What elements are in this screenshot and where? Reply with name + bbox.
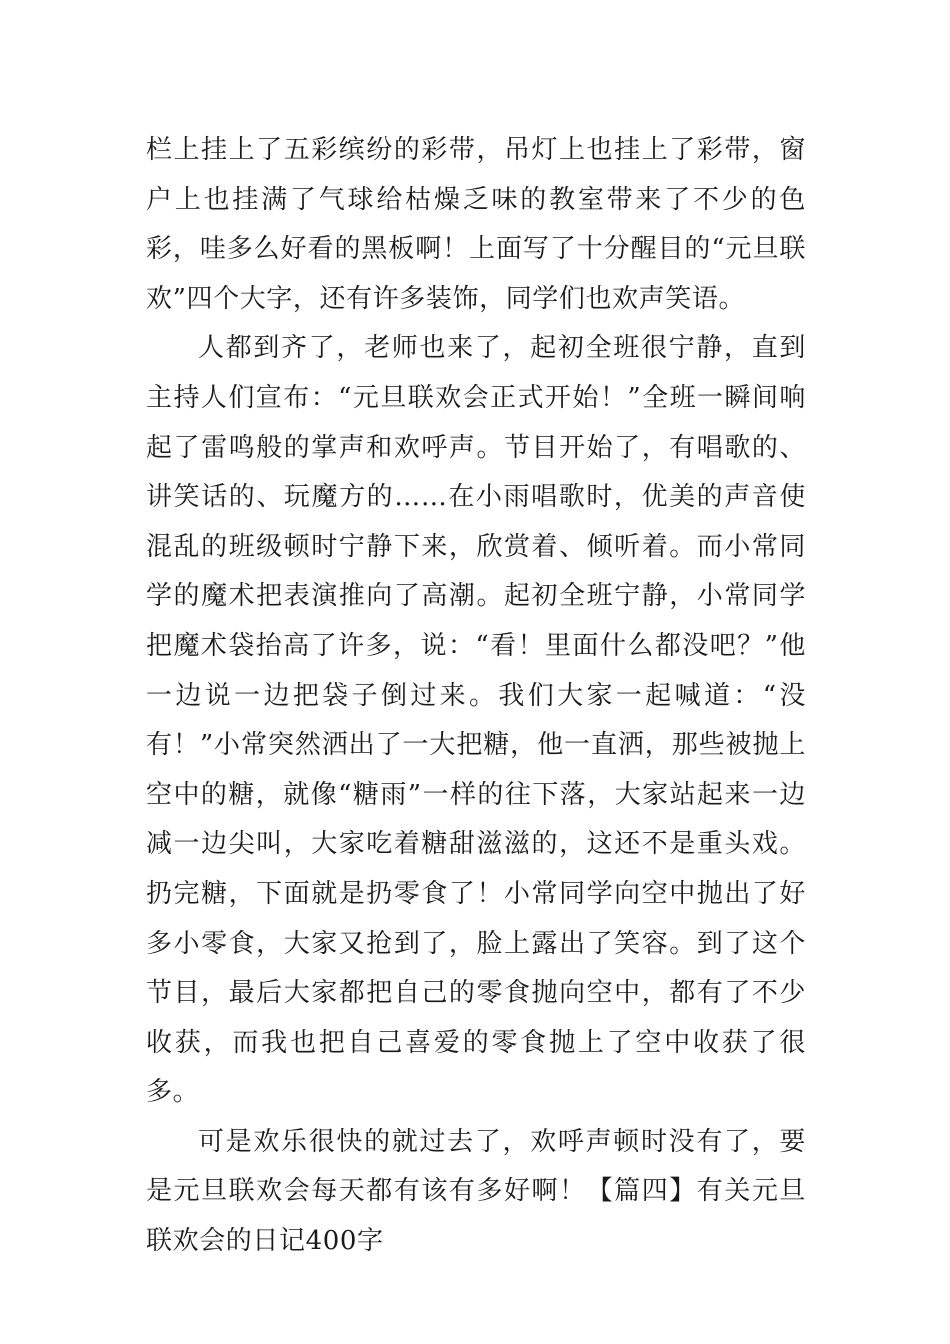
paragraph-decorations: 栏上挂上了五彩缤纷的彩带，吊灯上也挂上了彩带，窗户上也挂满了气球给枯燥乏味的教室带来了不少的色彩，哇多么好看的黑板啊！上面写了十分醒目的“元旦联欢”四个大字，还有许多装饰，同学们也欢声笑语。 xyxy=(146,135,806,314)
paragraph-ending: 可是欢乐很快的就过去了，欢呼声顿时没有了，要是元旦联欢会每天都有该有多好啊！【篇四】有关元旦联欢会的日记400字 xyxy=(146,1126,806,1257)
document-page xyxy=(146,126,806,1267)
paragraph-party-program: 人都到齐了，老师也来了，起初全班很宁静，直到主持人们宣布：“元旦联欢会正式开始！”全班一瞬间响起了雷鸣般的掌声和欢呼声。节目开始了，有唱歌的、讲笑话的、玩魔方的……在小雨唱歌时，优美的声音使混乱的班级顿时宁静下来，欣赏着、倾听着。而小常同学的魔术把表演推向了高潮。起初全班宁静，小常同学把魔术袋抬高了许多，说：“看！里面什么都没吧？”他一边说一边把袋子倒过来。我们大家一起喊道：“没有！”小常突然洒出了一大把糖，他一直洒，那些被抛上空中的糖，就像“糖雨”一样的往下落，大家站起来一边减一边尖叫，大家吃着糖甜滋滋的，这还不是重头戏。扔完糖，下面就是扔零食了！小常同学向空中抛出了好多小零食，大家又抢到了，脸上露出了笑容。到了这个节目，最后大家都把自己的零食抛向空中，都有了不少收获，而我也把自己喜爱的零食抛上了空中收获了很多。 xyxy=(146,333,806,1108)
